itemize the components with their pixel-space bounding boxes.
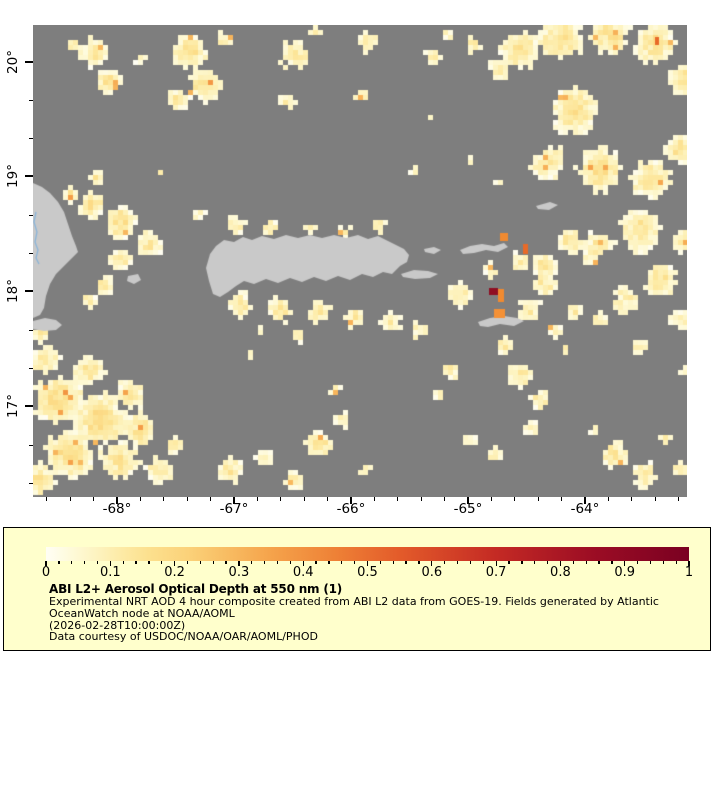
colorbar-tick-label: 1 — [684, 565, 694, 580]
x-axis-tick-label: -65° — [453, 501, 483, 517]
x-axis-minor-tick — [631, 497, 632, 501]
x-axis-tick-label: -66° — [336, 501, 366, 517]
colorbar-minor-tick — [84, 561, 85, 564]
x-axis-minor-tick — [514, 497, 515, 501]
colorbar-minor-tick — [251, 561, 252, 564]
colorbar-minor-tick — [586, 561, 587, 564]
legend-title: ABI L2+ Aerosol Optical Depth at 550 nm (1) — [49, 582, 343, 596]
y-axis-minor-tick — [29, 100, 34, 101]
y-axis-minor-tick — [29, 330, 34, 331]
colorbar-minor-tick — [290, 561, 291, 564]
colorbar-minor-tick — [418, 561, 419, 564]
y-axis-minor-tick — [29, 368, 34, 369]
colorbar-minor-tick — [393, 561, 394, 564]
y-axis-tick-label: 19° — [5, 164, 21, 188]
colorbar-minor-tick — [663, 561, 664, 564]
colorbar-tick-label: 0.6 — [421, 565, 443, 580]
x-axis-tick-label: -68° — [102, 501, 132, 517]
colorbar-minor-tick — [444, 561, 445, 564]
colorbar-minor-tick — [405, 561, 406, 564]
x-axis-tick-label: -64° — [570, 501, 600, 517]
y-axis-tick-label: 18° — [5, 279, 21, 303]
colorbar-minor-tick — [534, 561, 535, 564]
colorbar-minor-tick — [123, 561, 124, 564]
x-axis-minor-tick — [140, 497, 141, 501]
legend-description-line1: Experimental NRT AOD 4 hour composite created from ABI L2 data from GOES-19. Fields generated by Atlantic — [49, 595, 659, 608]
x-axis-minor-tick — [257, 497, 258, 501]
colorbar-minor-tick — [264, 561, 265, 564]
colorbar-minor-tick — [71, 561, 72, 564]
colorbar-minor-tick — [328, 561, 329, 564]
aod-raster-map — [33, 25, 687, 497]
colorbar-minor-tick — [611, 561, 612, 564]
x-axis-minor-tick — [304, 497, 305, 501]
colorbar-tick-label: 0.2 — [164, 565, 185, 580]
y-axis-major-tick — [25, 175, 33, 176]
x-axis-minor-tick — [397, 497, 398, 501]
x-axis-minor-tick — [538, 497, 539, 501]
colorbar-minor-tick — [161, 561, 162, 564]
x-axis-tick-label: -67° — [219, 501, 249, 517]
colorbar-minor-tick — [213, 561, 214, 564]
colorbar-minor-tick — [483, 561, 484, 564]
colorbar-tick-label: 0.1 — [99, 565, 121, 580]
colorbar-minor-tick — [58, 561, 59, 564]
colorbar-tick-label: 0.7 — [485, 565, 507, 580]
colorbar-minor-tick — [457, 561, 458, 564]
x-axis-minor-tick — [678, 497, 679, 501]
x-axis-minor-tick — [70, 497, 71, 501]
legend-box — [3, 527, 711, 651]
colorbar-tick-label: 0.3 — [228, 565, 250, 580]
colorbar-minor-tick — [598, 561, 599, 564]
x-axis-minor-tick — [421, 497, 422, 501]
y-axis-tick-label: 20° — [5, 50, 21, 74]
x-axis-minor-tick — [187, 497, 188, 501]
x-axis-minor-tick — [491, 497, 492, 501]
y-axis-major-tick — [25, 405, 33, 406]
x-axis-minor-tick — [280, 497, 281, 501]
legend-timestamp: (2026-02-28T10:00:00Z) — [49, 618, 186, 632]
colorbar-minor-tick — [97, 561, 98, 564]
colorbar-minor-tick — [676, 561, 677, 564]
colorbar-tick-label: 0.8 — [550, 565, 571, 580]
y-axis-minor-tick — [29, 483, 34, 484]
colorbar-tick-label: 0 — [41, 565, 51, 580]
x-axis-minor-tick — [163, 497, 164, 501]
colorbar-tick-label: 0.9 — [614, 565, 636, 580]
legend-description-line2: OceanWatch node at NOAA/AOML — [49, 606, 235, 620]
colorbar-tick-label: 0.4 — [292, 565, 314, 580]
x-axis-minor-tick — [655, 497, 656, 501]
colorbar-minor-tick — [277, 561, 278, 564]
colorbar-minor-tick — [200, 561, 201, 564]
colorbar-gradient — [46, 547, 689, 561]
x-axis-minor-tick — [210, 497, 211, 501]
y-axis-minor-tick — [29, 215, 34, 216]
map-plot-area — [33, 25, 687, 497]
x-axis-minor-tick — [608, 497, 609, 501]
legend-courtesy: Data courtesy of USDOC/NOAA/OAR/AOML/PHOD — [49, 630, 318, 644]
y-axis-major-tick — [25, 61, 33, 62]
x-axis-minor-tick — [444, 497, 445, 501]
colorbar-minor-tick — [380, 561, 381, 564]
x-axis-minor-tick — [561, 497, 562, 501]
legend-text-block — [49, 583, 699, 643]
y-axis-major-tick — [25, 290, 33, 291]
colorbar-minor-tick — [573, 561, 574, 564]
colorbar-minor-tick — [354, 561, 355, 564]
colorbar-minor-tick — [187, 561, 188, 564]
colorbar-minor-tick — [521, 561, 522, 564]
x-axis-minor-tick — [374, 497, 375, 501]
x-axis-minor-tick — [327, 497, 328, 501]
colorbar-minor-tick — [508, 561, 509, 564]
colorbar-minor-tick — [341, 561, 342, 564]
colorbar-minor-tick — [315, 561, 316, 564]
colorbar-minor-tick — [470, 561, 471, 564]
y-axis-minor-tick — [29, 138, 34, 139]
colorbar-minor-tick — [547, 561, 548, 564]
colorbar-minor-tick — [135, 561, 136, 564]
colorbar-minor-tick — [225, 561, 226, 564]
x-axis-minor-tick — [93, 497, 94, 501]
x-axis-minor-tick — [46, 497, 47, 501]
y-axis-minor-tick — [29, 253, 34, 254]
colorbar-tick-label: 0.5 — [357, 565, 378, 580]
colorbar-minor-tick — [148, 561, 149, 564]
y-axis-tick-label: 17° — [5, 394, 21, 418]
y-axis-minor-tick — [29, 445, 34, 446]
colorbar-minor-tick — [637, 561, 638, 564]
colorbar-minor-tick — [650, 561, 651, 564]
